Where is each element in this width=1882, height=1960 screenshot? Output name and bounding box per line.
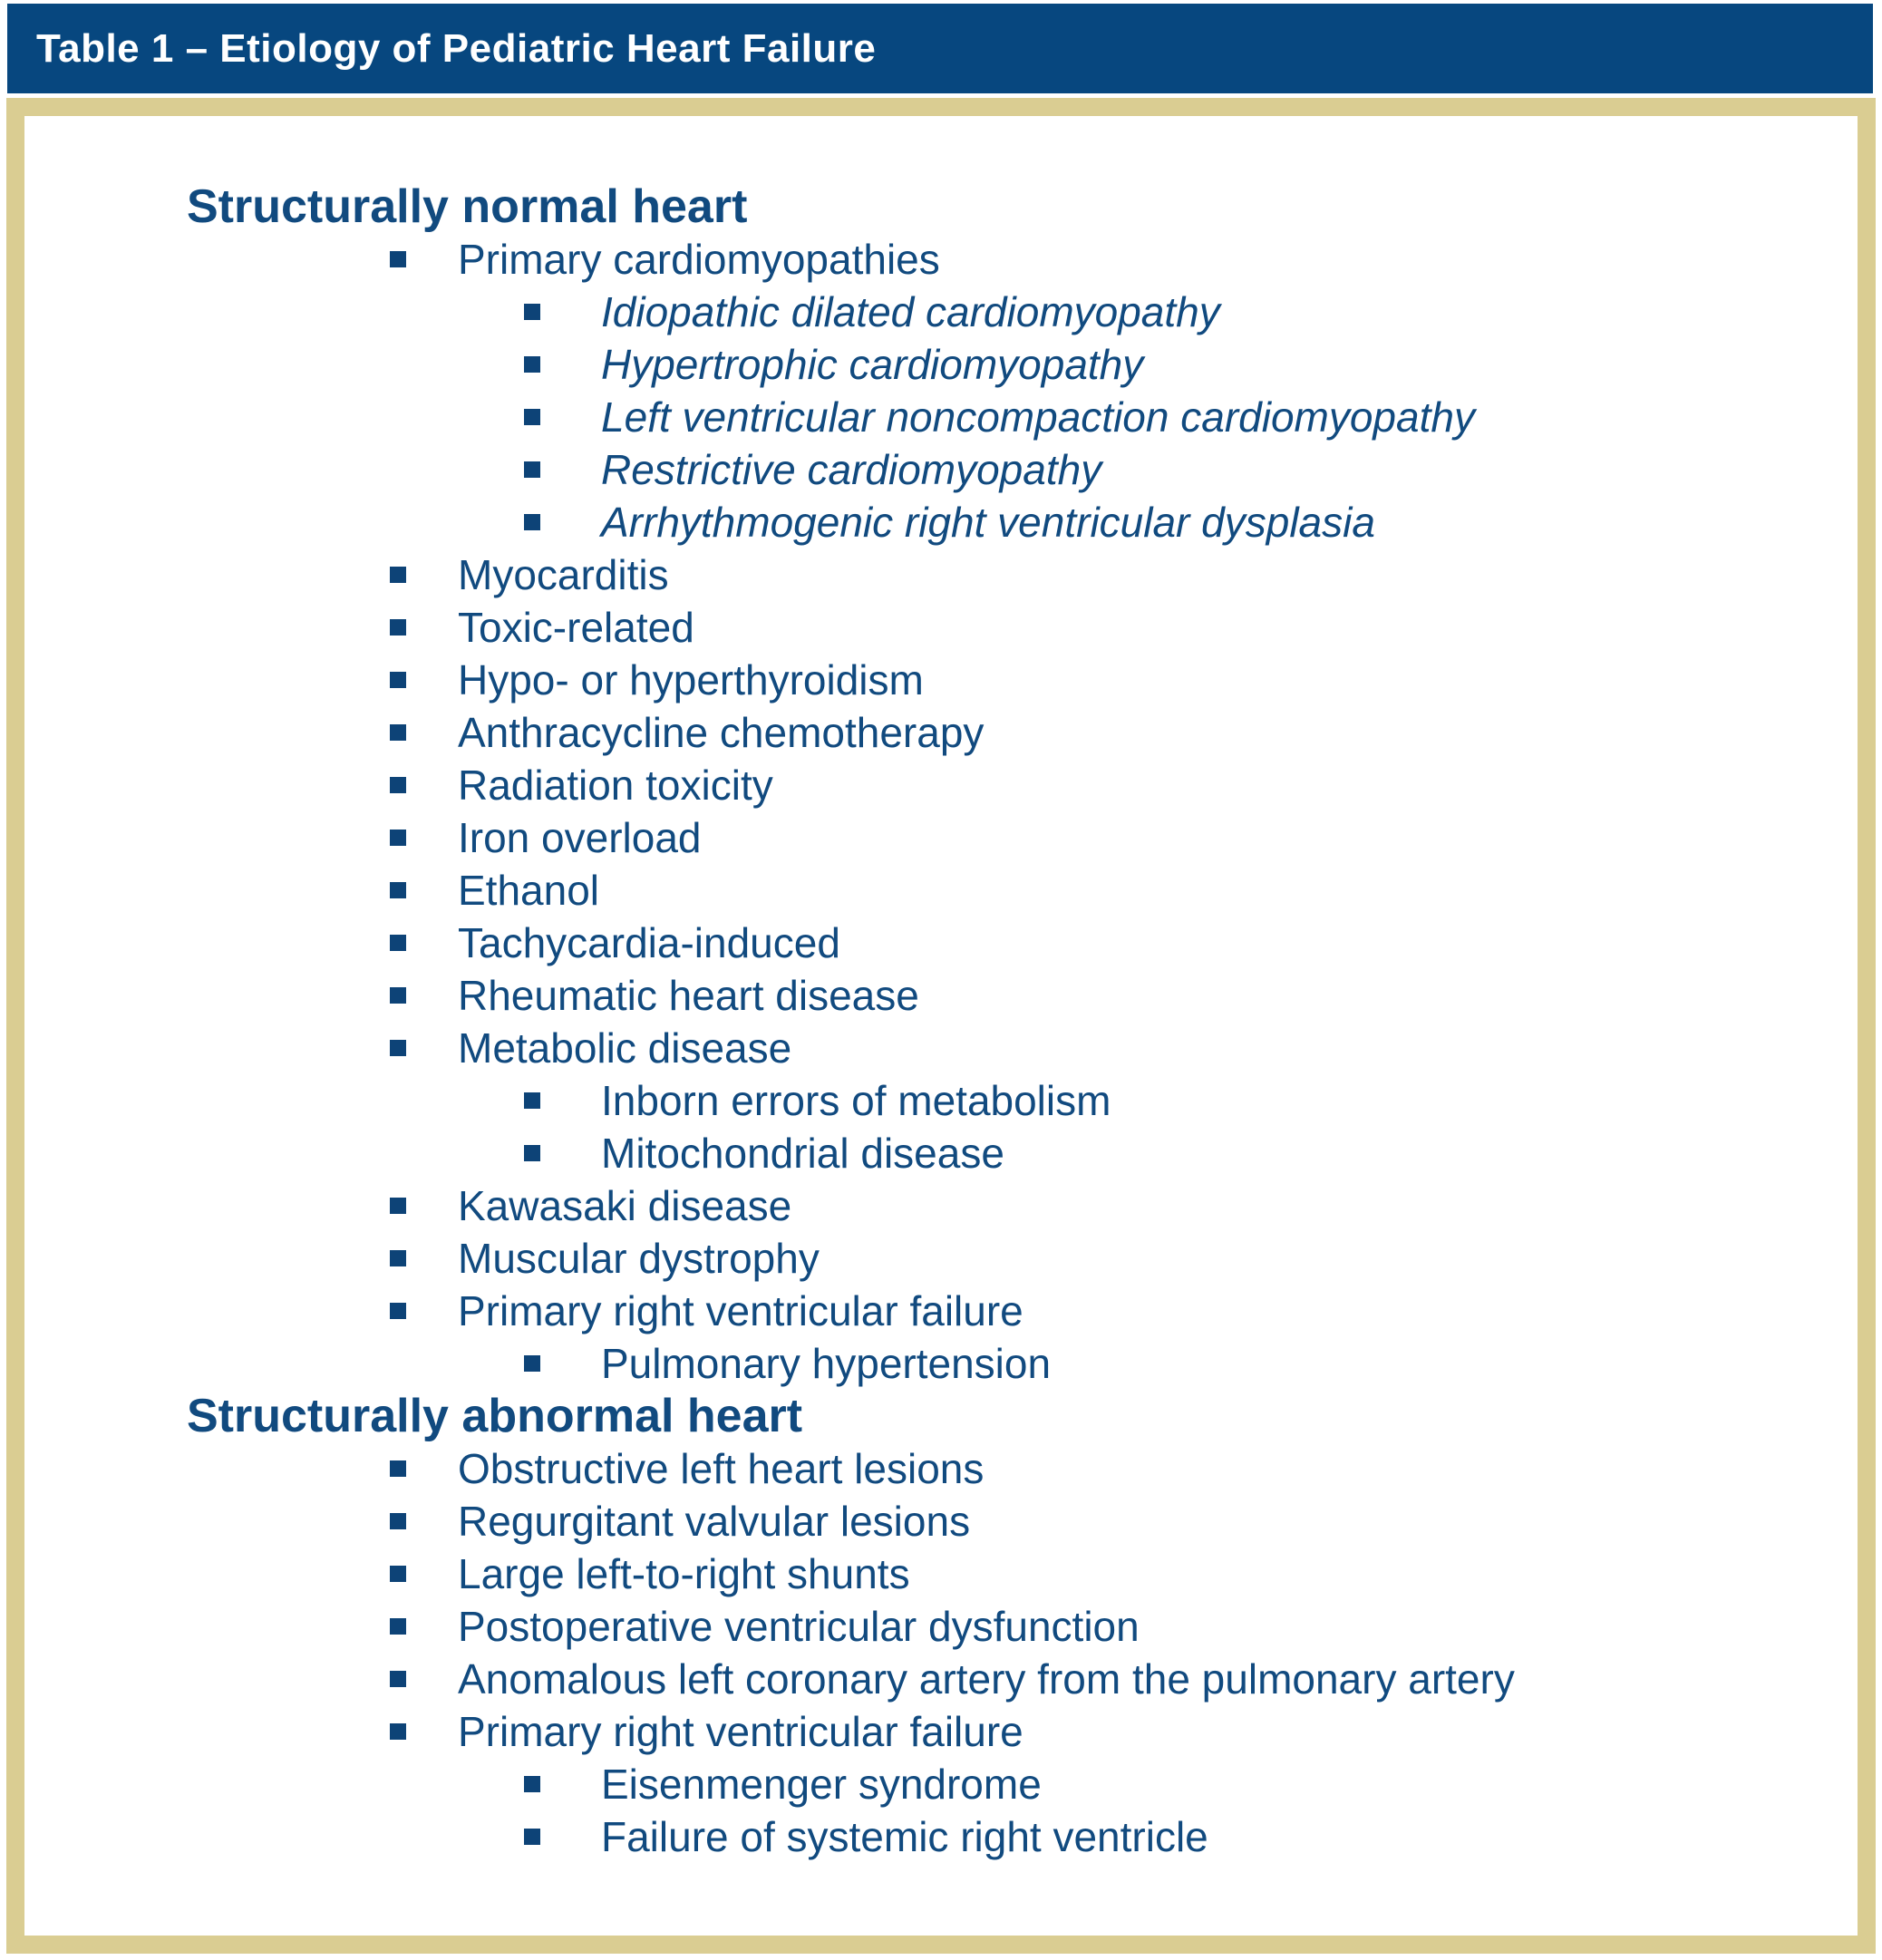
- table-header-bar: [7, 4, 1873, 93]
- bullet-square-icon: [390, 1513, 406, 1529]
- bullet-square-icon: [524, 1776, 540, 1792]
- bullet-square-icon: [524, 1355, 540, 1372]
- list-item-label: Structurally abnormal heart: [187, 1390, 803, 1442]
- list-item-label: Inborn errors of metabolism: [601, 1077, 1111, 1124]
- bullet-square-icon: [390, 1618, 406, 1635]
- list-item: [24, 1600, 1861, 1653]
- list-item: [24, 1548, 1861, 1600]
- list-item: [24, 1810, 1861, 1863]
- list-item: [24, 443, 1861, 496]
- list-item: [24, 1232, 1861, 1285]
- list-item-label: Radiation toxicity: [458, 762, 773, 809]
- list-item: [24, 180, 1861, 233]
- bullet-square-icon: [390, 1303, 406, 1319]
- list-item: [24, 706, 1861, 759]
- list-item: [24, 1442, 1861, 1495]
- bullet-square-icon: [390, 987, 406, 1004]
- list-item-label: Structurally normal heart: [187, 180, 748, 233]
- list-item-label: Primary cardiomyopathies: [458, 236, 940, 283]
- list-item-label: Left ventricular noncompaction cardiomyopathy: [601, 393, 1475, 441]
- bullet-square-icon: [390, 830, 406, 846]
- bullet-square-icon: [524, 461, 540, 478]
- list-item: [24, 1758, 1861, 1810]
- list-item-label: Failure of systemic right ventricle: [601, 1813, 1208, 1860]
- bullet-square-icon: [390, 882, 406, 898]
- etiology-list: [24, 180, 1861, 1863]
- bullet-square-icon: [390, 777, 406, 793]
- bullet-square-icon: [390, 567, 406, 583]
- list-item: [24, 917, 1861, 969]
- list-item-label: Pulmonary hypertension: [601, 1340, 1052, 1387]
- bullet-square-icon: [390, 724, 406, 741]
- bullet-square-icon: [390, 1040, 406, 1056]
- list-item-label: Kawasaki disease: [458, 1182, 792, 1229]
- list-item: [24, 1074, 1861, 1127]
- list-item: [24, 1179, 1861, 1232]
- bullet-square-icon: [390, 1566, 406, 1582]
- list-item-label: Iron overload: [458, 814, 702, 861]
- list-item-label: Primary right ventricular failure: [458, 1287, 1023, 1334]
- list-item-label: Large left-to-right shunts: [458, 1550, 910, 1597]
- list-item-label: Tachycardia-induced: [458, 919, 840, 966]
- list-item-label: Ethanol: [458, 867, 600, 914]
- list-item: [24, 1022, 1861, 1074]
- list-item-label: Myocarditis: [458, 551, 669, 598]
- list-item-label: Metabolic disease: [458, 1024, 792, 1072]
- list-item-label: Postoperative ventricular dysfunction: [458, 1603, 1140, 1650]
- list-item-label: Obstructive left heart lesions: [458, 1445, 985, 1492]
- list-item: [24, 391, 1861, 443]
- bullet-square-icon: [524, 304, 540, 320]
- list-item: [24, 654, 1861, 706]
- list-item-label: Hypertrophic cardiomyopathy: [601, 341, 1144, 388]
- bullet-square-icon: [524, 1092, 540, 1109]
- list-item-label: Idiopathic dilated cardiomyopathy: [601, 288, 1220, 335]
- list-item: [24, 1127, 1861, 1179]
- bullet-square-icon: [390, 251, 406, 267]
- bullet-square-icon: [524, 409, 540, 425]
- list-item-label: Arrhythmogenic right ventricular dysplasia: [601, 499, 1375, 546]
- bullet-square-icon: [524, 514, 540, 530]
- bullet-square-icon: [524, 1145, 540, 1161]
- list-item: [24, 601, 1861, 654]
- bullet-square-icon: [390, 1460, 406, 1477]
- table-title: Table 1 – Etiology of Pediatric Heart Failure: [36, 25, 877, 71]
- list-item-label: Regurgitant valvular lesions: [458, 1498, 971, 1545]
- list-item: [24, 1495, 1861, 1548]
- list-item-label: Eisenmenger syndrome: [601, 1761, 1042, 1808]
- list-item: [24, 864, 1861, 917]
- list-item: [24, 1285, 1861, 1337]
- list-item: [24, 811, 1861, 864]
- list-item: [24, 233, 1861, 286]
- bullet-square-icon: [390, 1671, 406, 1687]
- list-item: [24, 548, 1861, 601]
- list-item-label: Rheumatic heart disease: [458, 972, 919, 1019]
- bullet-square-icon: [390, 1723, 406, 1740]
- bullet-square-icon: [390, 619, 406, 636]
- list-item-label: Muscular dystrophy: [458, 1235, 820, 1282]
- bullet-square-icon: [524, 356, 540, 373]
- bullet-square-icon: [390, 935, 406, 951]
- list-item-label: Restrictive cardiomyopathy: [601, 446, 1102, 493]
- list-item-label: Anomalous left coronary artery from the pulmonary artery: [458, 1655, 1515, 1703]
- list-item: [24, 1705, 1861, 1758]
- list-item-label: Hypo- or hyperthyroidism: [458, 656, 924, 703]
- list-item: [24, 286, 1861, 338]
- list-item: [24, 969, 1861, 1022]
- list-item: [24, 1337, 1861, 1390]
- list-item: [24, 1390, 1861, 1442]
- list-item-label: Toxic-related: [458, 604, 694, 651]
- list-item: [24, 1653, 1861, 1705]
- bullet-square-icon: [390, 1250, 406, 1266]
- bullet-square-icon: [390, 672, 406, 688]
- list-item: [24, 759, 1861, 811]
- list-item: [24, 496, 1861, 548]
- bullet-square-icon: [390, 1198, 406, 1214]
- list-item: [24, 338, 1861, 391]
- list-item-label: Mitochondrial disease: [601, 1130, 1004, 1177]
- list-item-label: Primary right ventricular failure: [458, 1708, 1023, 1755]
- list-item-label: Anthracycline chemotherapy: [458, 709, 985, 756]
- bullet-square-icon: [524, 1829, 540, 1845]
